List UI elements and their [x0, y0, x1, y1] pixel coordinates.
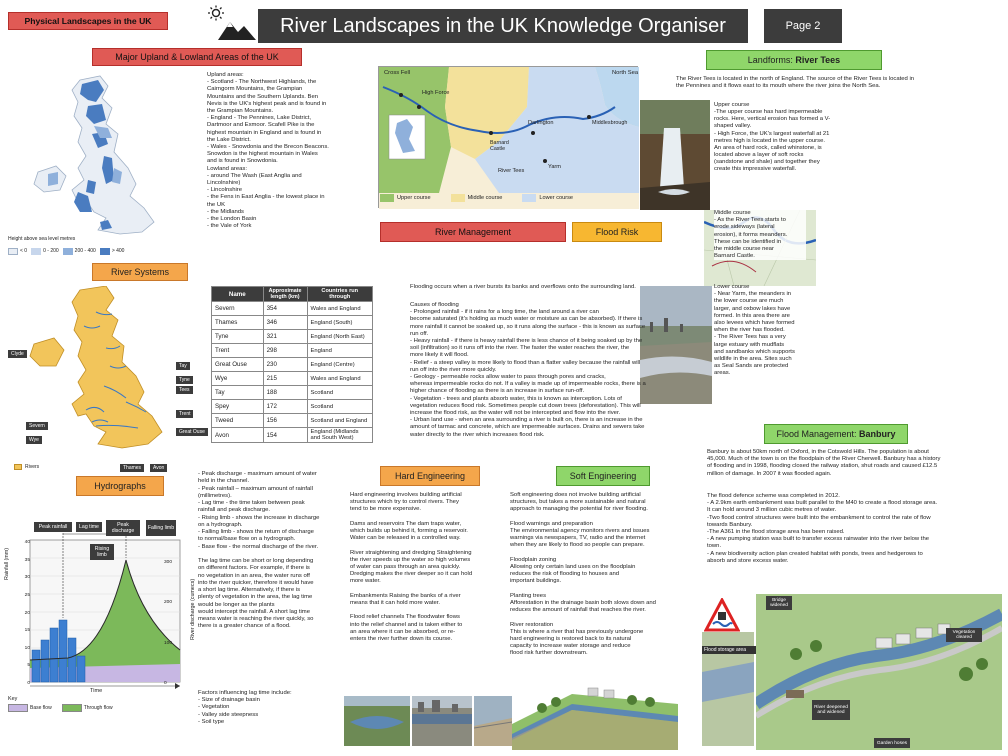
hydro-left-ticks	[18, 540, 30, 686]
table-cell: Avon	[212, 428, 264, 443]
table-cell: Tyne	[212, 330, 264, 344]
tick-label: 25	[24, 592, 30, 598]
table-row	[212, 302, 373, 316]
river-straightening-photo	[412, 696, 472, 746]
table-cell: Trent	[212, 344, 264, 358]
hard-engineering-text: Hard engineering involves building artificial structures which try to control rivers. They tend to be more expensive. Dams and reservoirs The dam traps water, which builds up behind it, forming a reservoir. Water can be released in a controlled way. River straightening and dredging Straightening the river speeds up the water so high volumes of water can pass through an area quickly. Dredging makes the river deeper so it can hold more water. Embankments Raising the banks of a river means that it can hold more water. Flood relief channels The floodwater flows into the relief channel and is taken either to an area where it can be absorbed, or re- enters the river further down its course.	[350, 492, 473, 643]
hydro-label: Rising limb	[90, 544, 114, 560]
hydro-label: Lag time	[76, 522, 102, 532]
middle-course-text: Middle course - As the River Tees starts to erode sideways (lateral erosion), it forms meanders. These can be identified in the middle course near Barnard Castle.	[714, 210, 806, 260]
table-cell: 346	[263, 316, 307, 330]
table-cell: England (Centre)	[307, 358, 372, 372]
table-cell: Scotland	[307, 400, 372, 414]
river-systems-banner: River Systems	[92, 263, 188, 281]
hydrographs-banner: Hydrographs	[76, 476, 164, 496]
table-cell: Severn	[212, 302, 264, 316]
table-cell: 298	[263, 344, 307, 358]
river-management-banner: River Management	[380, 222, 566, 242]
tick-label: 30	[24, 575, 30, 581]
table-row	[212, 386, 373, 400]
uk-relief-map	[8, 72, 204, 257]
table-cell: 188	[263, 386, 307, 400]
table-row	[212, 358, 373, 372]
table-cell: England (Midlands and South West)	[307, 428, 372, 443]
table-cell: England (South)	[307, 316, 372, 330]
tick-label: 0	[27, 681, 30, 686]
legend-label: Lower course	[539, 195, 574, 201]
rivers-key: Rivers	[14, 464, 39, 470]
relief-legend	[8, 246, 204, 256]
mountain-icon	[218, 18, 256, 40]
tick-label: 20	[24, 610, 30, 616]
tees-map-label: High Force	[422, 90, 450, 96]
relief-legend-title: Height above sea level metres	[8, 236, 76, 242]
table-header: Countries run through	[307, 287, 372, 302]
hydro-key-title: Key	[8, 696, 18, 702]
legend-label: 0 - 200	[43, 248, 59, 254]
map-label: Wye	[26, 428, 42, 446]
subject-badge: Physical Landscapes in the UK	[8, 12, 168, 30]
tees-map-label: Darlington	[528, 120, 554, 126]
flood-warning-sign-icon	[704, 598, 740, 632]
tick-label: 100	[164, 640, 173, 646]
embankment-photo	[474, 696, 512, 746]
hydro-label: Peak rainfall	[34, 522, 72, 532]
table-row	[212, 428, 373, 443]
tees-map-label: Barnard Castle	[490, 140, 509, 152]
table-cell: Wales and England	[307, 302, 372, 316]
legend-label: < 0	[20, 248, 28, 254]
lag-time-factors: Factors influencing lag time include: - Size of drainage basin - Vegetation - Valley side steepness - Soil type	[198, 690, 292, 725]
legend-label: Middle course	[467, 195, 503, 201]
tick-label: 35	[24, 557, 30, 563]
tees-map-label: Yarm	[548, 164, 561, 170]
table-cell: 354	[263, 302, 307, 316]
table-cell: England	[307, 344, 372, 358]
table-cell: 154	[263, 428, 307, 443]
table-cell: 230	[263, 358, 307, 372]
tees-map-label: Cross Fell	[384, 70, 411, 76]
table-header: Name	[212, 287, 264, 302]
tick-label: 5	[27, 663, 30, 669]
key-label: Through flow	[83, 705, 113, 711]
table-row	[212, 400, 373, 414]
banbury-banner: Flood Management: Banbury	[764, 424, 908, 444]
legend-label: > 400	[111, 248, 125, 254]
map-label: Thames	[120, 456, 144, 474]
map-label: Tees	[176, 378, 193, 396]
river-table	[211, 286, 373, 443]
legend-label: Upper course	[397, 195, 431, 201]
table-row	[212, 330, 373, 344]
high-force-photo	[640, 100, 710, 210]
page-title: River Landscapes in the UK Knowledge Organiser	[258, 9, 748, 43]
table-row	[212, 372, 373, 386]
table-cell: Spey	[212, 400, 264, 414]
tick-label: 15	[24, 628, 30, 634]
diagram-label: Garden hoses	[874, 738, 910, 748]
tick-label: 200	[164, 600, 173, 606]
hydro-right-ticks	[164, 560, 178, 686]
hydro-x-label: Time	[90, 688, 103, 694]
hydro-label: Falling limb	[146, 520, 176, 536]
upland-text: Upland areas: - Scotland - The Northwest Highlands, the Cairngorm Mountains, the Grampian Mountains and the Southern Uplands. Ben Nevis is the UK's highest peak and is found in the Grampian Mountains. - England - The Pennines, Lake District, Dartmoor and Exmoor. Scafell Pike is the highest mountain in England and is found in the Lake District. - Wales - Snowdonia and the Brecon Beacons. Snowdon is the highest mountain in Wales and is found in Snowdonia. Lowland areas: - around The Wash (East Anglia and Lincolnshire) - Lincolnshire - the Fens in East Anglia - the lowest place in the UK - the Midlands - the London Basin - the Vale of York	[207, 72, 329, 230]
tick-label: 0	[164, 680, 167, 686]
map-label: Clyde	[8, 342, 27, 360]
table-cell: 172	[263, 400, 307, 414]
flood-risk-banner: Flood Risk	[572, 222, 662, 242]
tick-label: 300	[164, 560, 173, 565]
flood-causes: Causes of flooding - Prolonged rainfall - if it rains for a long time, the land around a river can become saturated (it's holding as much water or moisture as can be absorbed). If there is more rainfall it cannot be soaked up, so it runs along the surface - this is known as surface run off. - Heavy rainfall - if there is heavy rainfall there is less chance of it being soaked up by the soil (infiltration) so it runs off into the river. The faster the water reaches the river, the more likely it will flood. - Relief - a steep valley is more likely to flood than a flatter valley because the rainfall will run off into the river more quickly. - Geology - permeable rocks allow water to pass through pores and cracks, whereas impermeable rocks do not. If a valley is made up of impermeable rocks, there is a higher chance of flooding as there is an increase in surface run-off. - Vegetation - trees and plants absorb water, this is known as interception. Lots of vegetation reduces flood risk. Sometimes people cut down trees (deforestation). This will increase the flood risk, as the water will not be intercepted and flow into the river. - Urban land use - when an area surrounding a river is built on, there is an increase in the amount of tarmac and concrete, which are impermeable surfaces. Drains and sewers take water directly to the river which increases flood risk.	[410, 302, 646, 438]
flooding-definition: Flooding occurs when a river bursts its banks and overflows onto the surrounding land.	[410, 284, 636, 290]
soft-engineering-text: Soft engineering does not involve building artificial structures, but takes a more sustainable and natural approach to managing the potential for river flooding. Flood warnings and preparation The environmental agency monitors rivers and issues warnings via newspapers, TV, radio and the internet when they are likely to flood so people can prepare. Floodplain zoning Allowing only certain land uses on the floodplain reduces the risk of flooding to houses and important buildings. Planting trees Afforestation in the drainage basin both slows down and reduces the amount of rainfall that reaches the river. River restoration This is where a river that has previously undergone hard engineering is restored back to its natural capacity to increase water storage and reduce flood risk further downstream.	[510, 492, 656, 657]
upland-banner: Major Upland & Lowland Areas of the UK	[92, 48, 302, 66]
tees-intro: The River Tees is located in the north of England. The source of the River Tees is located in the Pennines and it flows east to its mouth where the river joins the North Sea.	[676, 76, 915, 90]
diagram-label: Bridge widened	[766, 596, 792, 610]
reservoir-photo	[344, 696, 410, 746]
diagram-label: Vegetation cleared	[946, 628, 982, 642]
map-label: Great Ouse	[176, 420, 208, 438]
hydro-y-left-label: Rainfall (mm)	[4, 547, 10, 580]
table-cell: 215	[263, 372, 307, 386]
table-row	[212, 316, 373, 330]
tees-map-label: Middlesbrough	[592, 120, 628, 126]
map-label: Avon	[150, 456, 167, 474]
banbury-scheme-diagram	[756, 594, 1002, 750]
table-cell: Scotland and England	[307, 414, 372, 428]
hydro-definitions: - Peak discharge - maximum amount of water held in the channel. - Peak rainfall – maximum amount of rainfall (millimetres). - Lag time - the time taken between peak rainfall and peak discharge. - Rising limb - shows the increase in discharge on a hydrograph. - Falling limb - shows the return of discharge to normal/base flow on a hydrograph. - Base flow - the normal discharge of the river. The lag time can be short or long depending on different factors. For example, if there is no vegetation in an area, the water runs off into the river quicker, therefore it would have a short lag time. Alternatively, if there is plenty of vegetation in the area, the lag time would be longer as the plants would intercept the rainfall. A short lag time means water is reaching the river quickly, so there is a greater chance of a flood.	[198, 471, 320, 630]
tees-map-legend	[380, 194, 636, 202]
tick-label: 40	[24, 540, 30, 545]
table-row	[212, 344, 373, 358]
banbury-scheme: The flood defence scheme was completed in 2012. - A 2.9km earth embankment was built parallel to the M40 to create a flood storage area. It can hold around 3 million cubic metres of water. -Two flood control structures were built into the embankment to control the rate of flow towards Banbury. -The A361 in the flood storage area has been raised. - A new pumping station was built to transfer excess rainwater into the river below the town. - A new biodiversity action plan created habitat with ponds, trees and hedgerows to absorb and store excess water.	[707, 493, 938, 564]
banbury-intro: Banbury is about 50km north of Oxford, in the Cotswold Hills. The population is about 45,000. Much of the town is on the floodplain of the River Cherwell. Banbury has a history of flooding and in 1998, flooding closed the railway station, shut roads and caused £12.5 million of damage. In 2007 it was flooded again.	[707, 449, 941, 477]
table-cell: 156	[263, 414, 307, 428]
table-row	[212, 414, 373, 428]
table-cell: Wales and England	[307, 372, 372, 386]
diagram-label: River deepened and widened	[812, 700, 850, 720]
hydro-y-right-label: River discharge (cumecs)	[190, 578, 196, 640]
table-cell: Tay	[212, 386, 264, 400]
lower-course-text: Lower course - Near Yarm, the meanders in the lower course are much larger, and oxbow lakes have formed. In this area there are also levees which have formed when the river has flooded. - The River Tees has a very large estuary with mudflats and sandbanks which supports wildlife in the area. Sites such as Seal Sands are protected areas.	[714, 284, 795, 377]
landforms-banner: Landforms: River Tees	[706, 50, 882, 70]
map-label: Severn	[26, 414, 48, 432]
hard-engineering-banner: Hard Engineering	[380, 466, 480, 486]
tick-label: 10	[24, 645, 30, 651]
hydro-label: Peak discharge	[106, 520, 140, 536]
upper-course-text: Upper course -The upper course has hard impermeable rocks. Here, vertical erosion has formed a V- shaped valley. - High Force, the UK's largest waterfall at 21 metres high is located in the upper course. An area of hard rock, called whinstone, is located above a layer of soft rocks (sandstone and shale) and together they create this impressive waterfall.	[714, 102, 831, 173]
soft-engineering-diagram	[512, 664, 678, 750]
map-label: Tay	[176, 354, 190, 372]
tees-map-label: North Sea	[612, 70, 639, 76]
flood-storage-sign: Flood storage area	[702, 646, 758, 654]
legend-label: 200 - 400	[74, 248, 96, 254]
table-cell: Wye	[212, 372, 264, 386]
page-number: Page 2	[764, 9, 842, 43]
soft-engineering-banner: Soft Engineering	[556, 466, 650, 486]
map-label: Trent	[176, 402, 193, 420]
table-cell: Great Ouse	[212, 358, 264, 372]
uk-rivers-map	[26, 286, 194, 468]
river-tees-map	[378, 66, 638, 208]
table-cell: Scotland	[307, 386, 372, 400]
hydro-key	[8, 704, 198, 712]
table-cell: 321	[263, 330, 307, 344]
table-cell: England (North East)	[307, 330, 372, 344]
table-cell: Thames	[212, 316, 264, 330]
table-header: Approximate length (km)	[263, 287, 307, 302]
map-label: Tyne	[176, 368, 193, 386]
table-cell: Tweed	[212, 414, 264, 428]
tees-map-label: River Tees	[498, 168, 525, 174]
key-label: Base flow	[30, 705, 52, 711]
